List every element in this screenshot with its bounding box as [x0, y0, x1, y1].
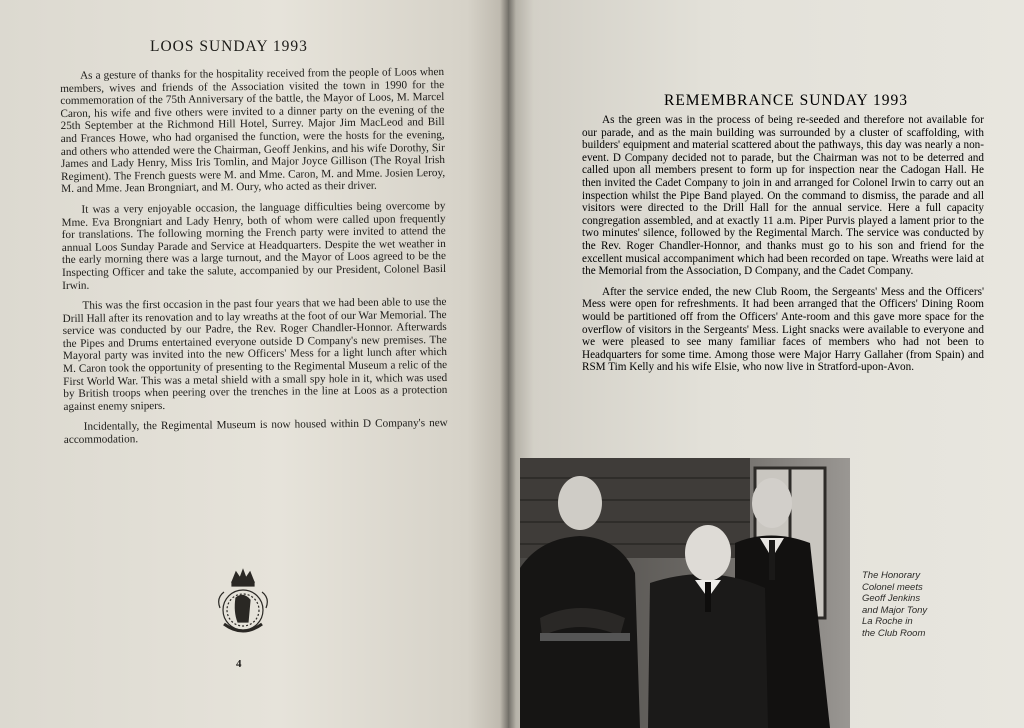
caption-line-5: La Roche in — [862, 616, 913, 627]
right-article-body — [582, 114, 984, 382]
club-room-photo — [520, 458, 850, 728]
caption-line-3: Geoff Jenkins — [862, 593, 921, 604]
right-page-title: REMEMBRANCE SUNDAY 1993 — [664, 92, 909, 109]
photo-illustration — [520, 458, 850, 728]
regimental-crest-icon — [210, 568, 276, 638]
left-article-body — [60, 66, 448, 455]
right-paragraph-1: As the green was in the process of being re-seeded and therefore not available for our parade, and as the main building was surrounded by a cluster of scaffolding, with builders' equipment and material scattered about the pathways, this day was nearly a non-event. D Company decided not to parade, but the Chairman was not to be deterred and called upon all members present to form up for inspection near the Cadogan Hall. He then invited the Cadet Company to join in and arranged for Colonel Irwin to carry out an inspection whilst the Pipe Band played. On the command to dismiss, the parade and all visitors were directed to the Drill Hall for the annual service. Here a full capacity congregation assembled, and at exactly 11 a.m. Piper Purvis played a lament prior to the two minutes' silence, followed by the Regimental March. The service was conducted by the Rev. Roger Chandler-Honnor, and thanks must go to his son and friend for the excellent musical accompaniment which had been recorded on tape. Wreaths were laid at the Memorial from the Association, D Company, and the Cadet Company. — [582, 114, 984, 278]
left-page-title: LOOS SUNDAY 1993 — [150, 38, 308, 55]
photo-caption — [862, 570, 982, 639]
caption-line-2: Colonel meets — [862, 581, 923, 593]
page-number: 4 — [236, 658, 242, 670]
right-paragraph-2: After the service ended, the new Club Room, the Sergeants' Mess and the Officers' Mess were open for refreshments. It had been arranged that the Officers' Dining Room would be partitioned off from the Officers' Ante-room and this gave more space for the overflow of visitors in the Sergeants' Mess. Light snacks were available to everyone and we were pleased to see many familiar faces of members who had not been to Headquarters for some time. Among those were Major Harry Gallaher (from Spain) and RSM Tim Kelly and his wife Elsie, who now live in Stratford-upon-Avon. — [582, 285, 984, 374]
caption-line-1: The Honorary — [862, 570, 921, 581]
book-gutter — [500, 0, 516, 728]
left-paragraph-4: Incidentally, the Regimental Museum is now housed within D Company's new accommodation. — [63, 417, 448, 447]
left-paragraph-3: This was the first occasion in the past four years that we had been able to use the Drill Hall after its renovation and to lay wreaths at the foot of our War Memorial. The service was conducted by our Padre, the Rev. Roger Chandler-Honnor. Afterwards the Pipes and Drums entertained everyone outside D Company's new premises. The Mayoral party was invited into the new Officers' Mess for a light lunch after which M. Caron took the opportunity of presenting to the Regimental Museum a relic of the First World War. This was a metal shield with a small spy hole in it, which was used by British troops when peering over the trenches in the line at Loos as a protection against enemy snipers. — [62, 296, 448, 413]
caption-line-6: the Club Room — [862, 627, 926, 639]
caption-line-4: and Major Tony — [862, 604, 928, 616]
left-paragraph-2: It was a very enjoyable occasion, the language difficulties being overcome by Mme. Eva Brongniart and Lady Henry, both of whom were called upon frequently for translations. The following morning the French party were invited to attend the annual Loos Sunday Parade and Service at Headquarters. Despite the wet weather in the early morning there was a large turnout, and the Mayor of Loos agreed to be the Inspecting Officer and take the salute, accompanied by our President, Colonel Basil Irwin. — [61, 199, 447, 292]
left-paragraph-1: As a gesture of thanks for the hospitality received from the people of Loos when members, wives and friends of the Association visited the town in 1990 for the commemoration of the 75th Anniversary of the battle, the Mayor of Loos, M. Marcel Caron, his wife and five others were invited to a dinner party on the evening of the 25th September at the Richmond Hill Hotel, Surrey. Major Jim MacLeod and Bill and Frances Howe, who had organised the function, were the hosts for the evening, and others who attended were the Chairman, Geoff Jenkins, and his wife Dorothy, Sir James and Lady Henry, Miss Iris Tomlin, and Major Joyce Gillison (The Royal Irish Regiment). The French guests were M. and Mme. Caron, M. and Mme. Josien Leroy, M. and Mme. Jean Brongniart, and M. Oury, who acted as their driver. — [60, 65, 446, 196]
left-page — [0, 0, 508, 728]
